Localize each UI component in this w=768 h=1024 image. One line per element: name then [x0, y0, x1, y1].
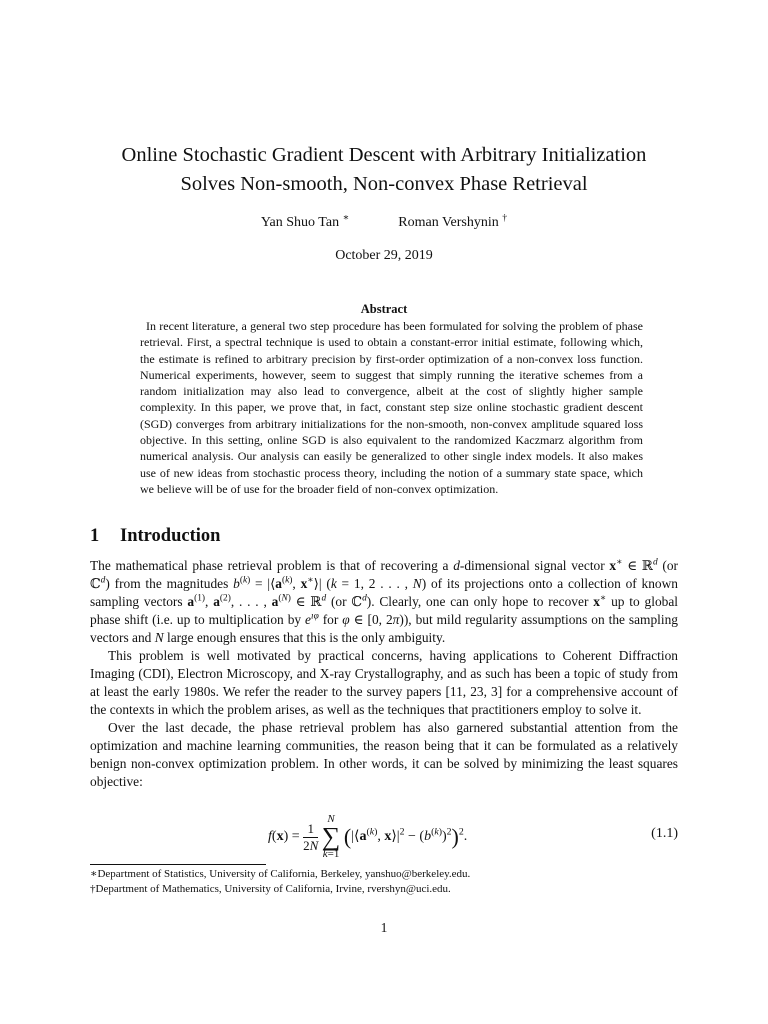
author-list [0, 212, 768, 231]
footnote-divider [90, 864, 266, 865]
abstract-heading: Abstract [360, 302, 408, 316]
paragraph-3: Over the last decade, the phase retrieval problem has also garnered substantial attention from the optimization and machine learning communities, the reason being that it can be formulated as a relatively benign non-convex optimization problem. In other words, it can be solved by minimizing the least squares objective: [90, 720, 678, 789]
author-footnote-mark: † [502, 212, 508, 224]
title-line-2: Solves Non-smooth, Non-convex Phase Retrieval [180, 173, 588, 195]
equation-1-1 [90, 813, 678, 860]
author-footnote-mark: ∗ [342, 212, 350, 224]
paragraph-2: This problem is well motivated by practical concerns, having applications to Coherent Diffraction Imaging (CDI), Electron Microscopy, and X-ray Crystallography, and as such has been a topic of study from at least the early 1980s. We refer the reader to the survey papers [11, 23, 3] for a comprehensive account of the contexts in which the problem arises, as well as the techniques that practitioners employ to solve it. [90, 648, 678, 717]
section-title: Introduction [120, 526, 221, 546]
footnote-2: †Department of Mathematics, University of California, Irvine, rvershyn@uci.edu. [90, 883, 451, 895]
author-name: Yan Shuo Tan [260, 215, 340, 230]
footnote-1: ∗Department of Statistics, University of California, Berkeley, yanshuo@berkeley.edu. [90, 868, 471, 880]
title-line-1: Online Stochastic Gradient Descent with Arbitrary Initialization [121, 144, 647, 166]
page-number: 1 [380, 920, 388, 935]
section-heading [90, 526, 220, 547]
paragraph-1: The mathematical phase retrieval problem is that of recovering a d-dimensional signal vector x∗ ∈ ℝ$^d$ (or ℂ$^d$) from the magnitudes $b^{(k)}$ = $|⟨a^{(k)}$, x∗⟩| (k = 1, 2 . . . , N) of its projections onto a collection of known sampling vectors $a^{(1)}$, $a^{(2)}$, . . . , $a^{(N)}$ ∈ ℝ$^d$ (or ℂ$^d$). Clearly, one can only hope to recover x∗ up to global phase shift (i.e. up to multiplication by $e^{ı\varphi}$ for φ ∈ [0, 2π)), but mild regularity assumptions on the sampling vectors and N large enough ensures that this is the only ambiguity. [90, 557, 679, 645]
section-number: 1 [90, 526, 100, 546]
intro-body [90, 557, 678, 791]
equation-number: (1.1) [651, 826, 678, 841]
paper-date: October 29, 2019 [335, 248, 433, 263]
paper-title [0, 141, 768, 199]
abstract-body [140, 318, 643, 497]
equation-formula: f(x) = $\frac{1}{2N}$ N ∑ k=1 ($|⟨a^{(k)}$, $x⟩|^2 - (b^{(k)})^2)^2$. [268, 813, 468, 860]
author-name: Roman Vershynin [398, 215, 499, 230]
abstract-text: In recent literature, a general two step procedure has been formulated for solving the problem of phase retrieval. First, a spectral technique is used to obtain a constant-error initial estimate, following which, the estimate is refined to arbitrary precision by first-order optimization of a non-convex loss function. Numerical experiments, however, seem to suggest that simply running the iterative schemes from a random initialization may also lead to convergence, albeit at the cost of slightly higher sample complexity. In this paper, we prove that, in fact, constant step size online stochastic gradient descent (SGD) converges from arbitrary initializations for the non-smooth, non-convex amplitude squared loss objective. In this setting, online SGD is also equivalent to the randomized Kaczmarz algorithm from numerical analysis. Our analysis can easily be generalized to other single index models. It also makes use of new ideas from stochastic process theory, including the notion of a summary state space, which we believe will be of use for the broader field of non-convex optimization. [140, 319, 643, 496]
